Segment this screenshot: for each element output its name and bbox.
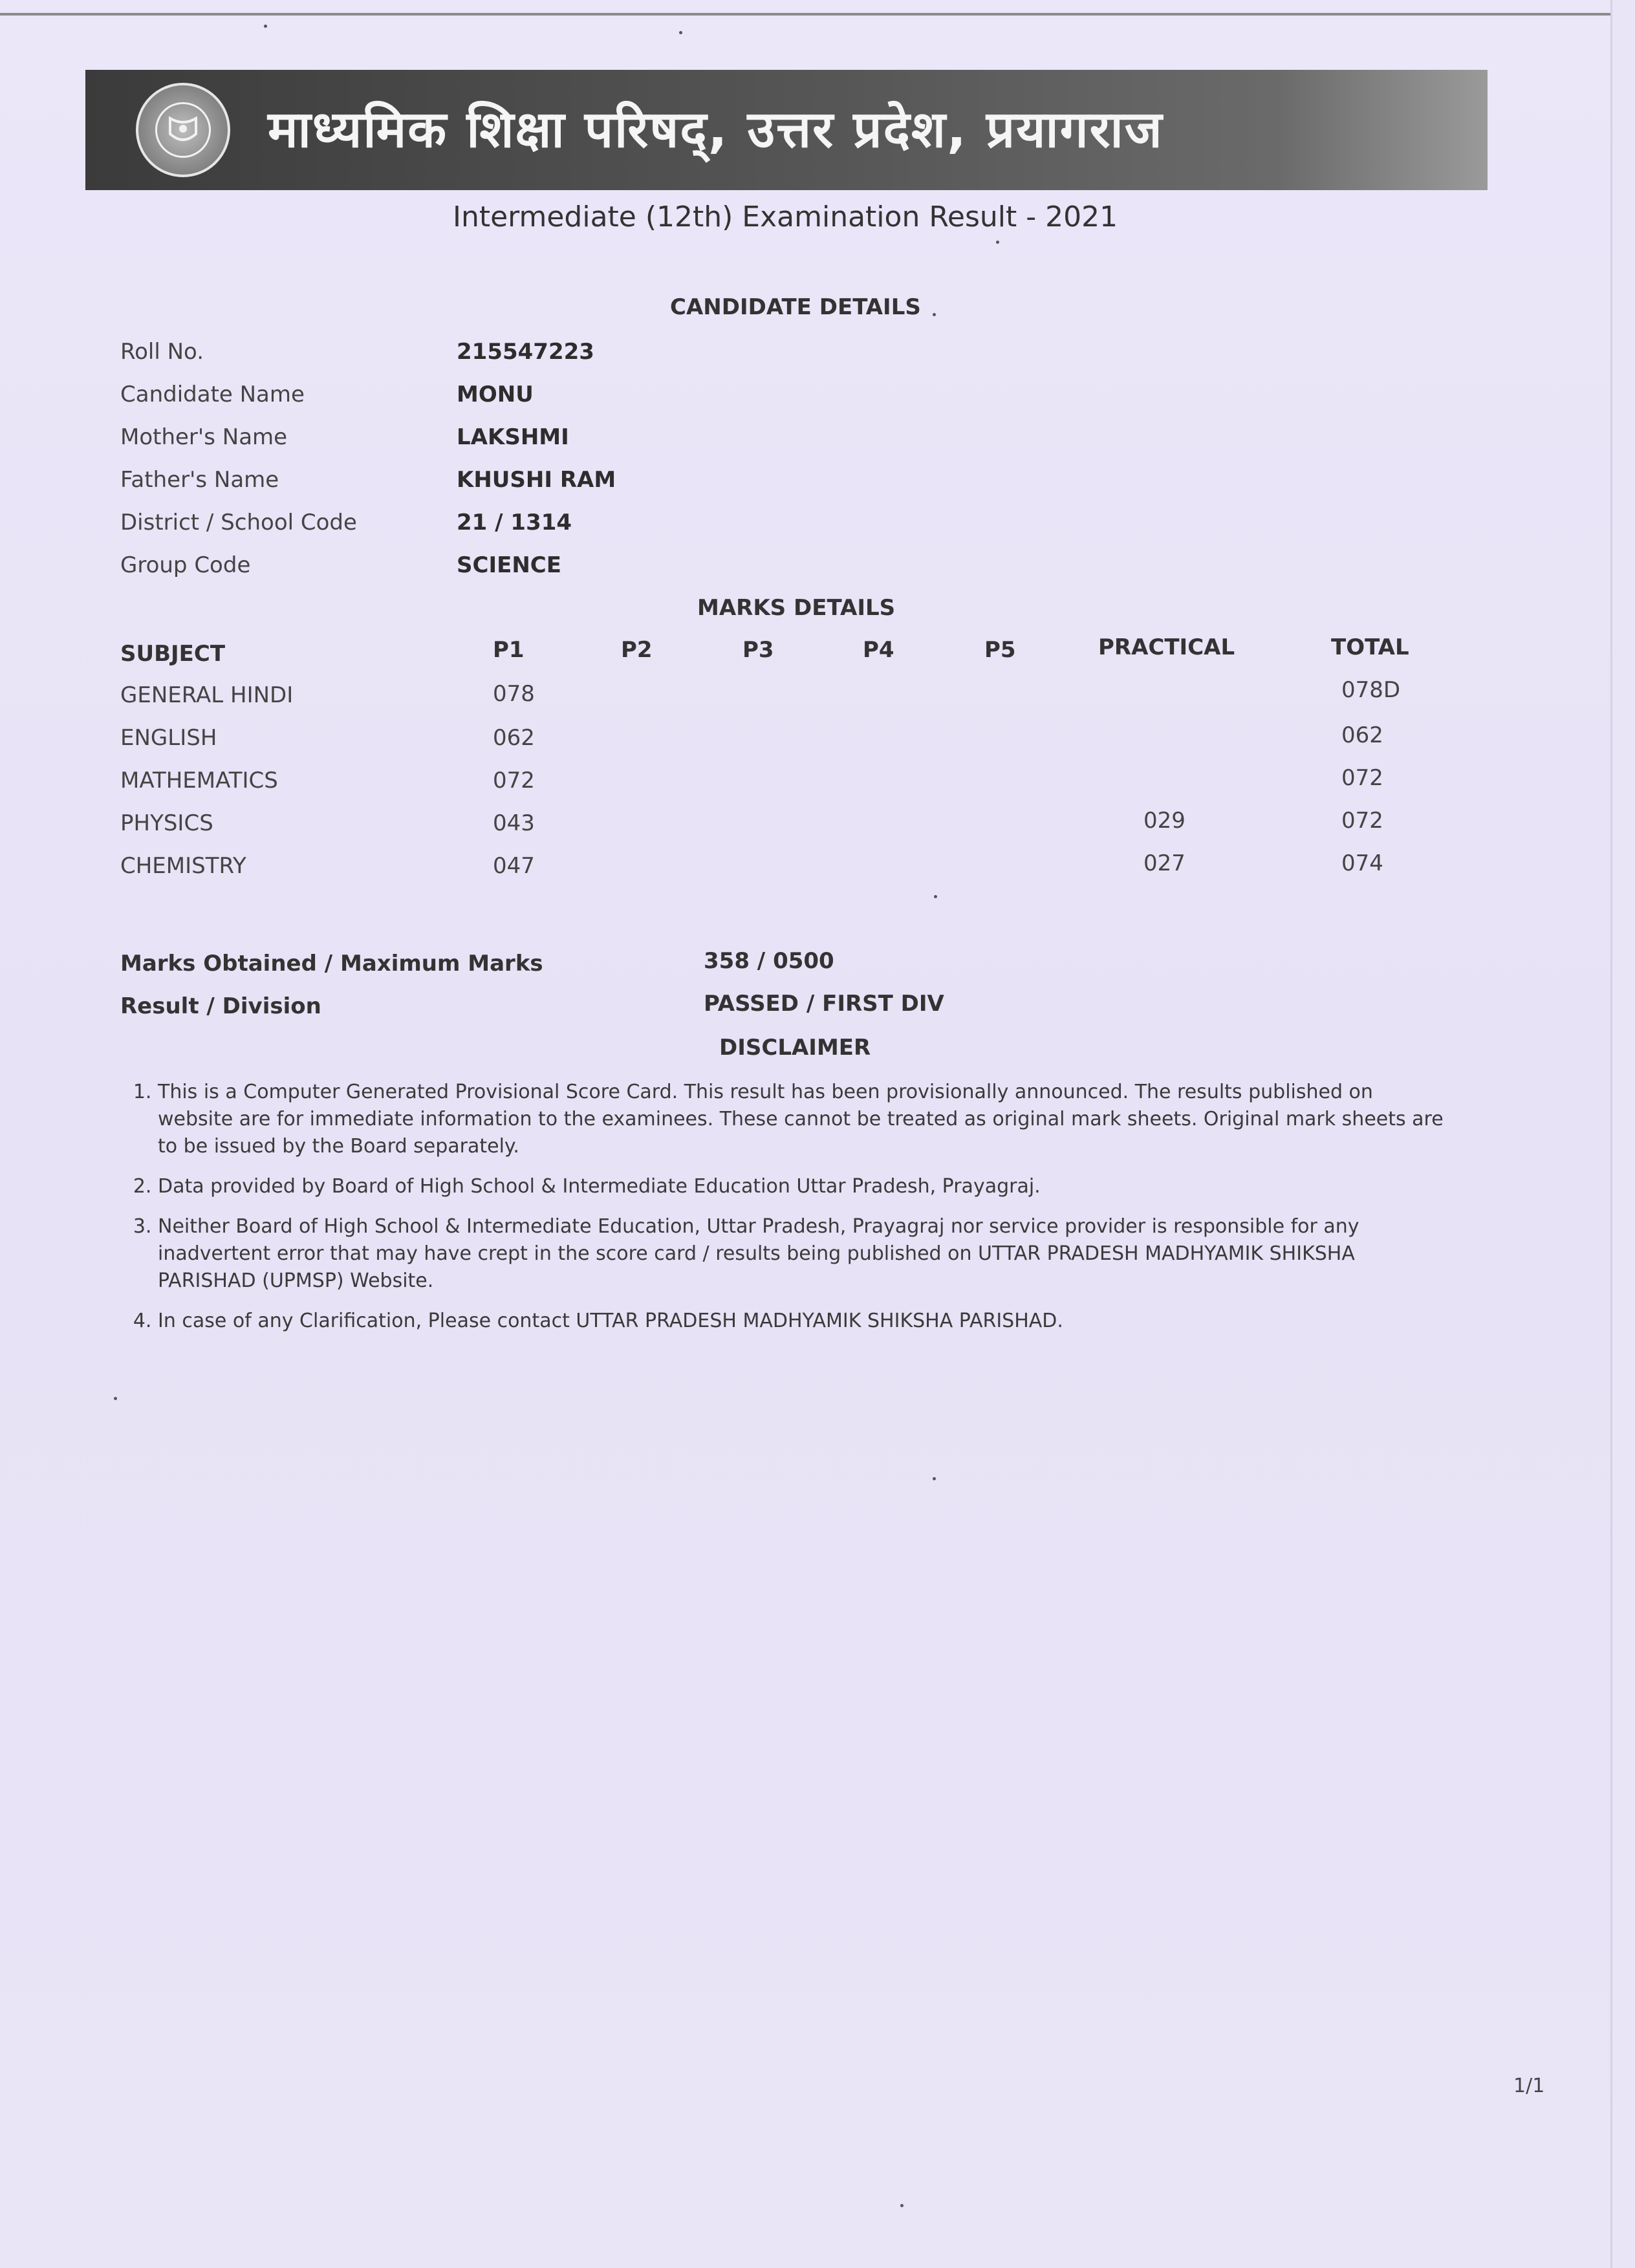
disclaimer-item: 3. Neither Board of High School & Intermediate Education, Uttar Pradesh, Prayagraj nor service provider is responsible for any inadvertent error that may have crept in the score card / results being published on UTTAR PRADESH MADHYAMIK SHIKSHA PARISHAD (UPMSP) Website. <box>158 1213 1453 1295</box>
candidate-details-heading: CANDIDATE DETAILS <box>670 294 921 320</box>
total-cell: 072 <box>1341 808 1383 834</box>
table-row <box>0 722 1610 757</box>
roll-number-label: Roll No. <box>120 339 204 365</box>
col-p3: P3 <box>742 637 774 663</box>
col-p2: P2 <box>621 637 653 663</box>
scan-speck <box>679 31 682 34</box>
father-name-value: KHUSHI RAM <box>457 467 616 493</box>
col-p4: P4 <box>863 637 894 663</box>
col-p5: P5 <box>984 637 1016 663</box>
disclaimer-item: 1. This is a Computer Generated Provisional Score Card. This result has been provisionally announced. The results published on website are for immediate information to the examinees. These cannot be treated as original mark sheets. Original mark sheets are to be issued by the Board separately. <box>158 1079 1453 1160</box>
marks-obtained-label: Marks Obtained / Maximum Marks <box>120 951 543 977</box>
result-division-value: PASSED / FIRST DIV <box>704 991 944 1017</box>
disclaimer-item: 4. In case of any Clarification, Please contact UTTAR PRADESH MADHYAMIK SHIKSHA PARISHAD. <box>158 1308 1453 1335</box>
col-practical: PRACTICAL <box>1098 634 1235 660</box>
page-number: 1/1 <box>1513 2075 1545 2097</box>
col-total: TOTAL <box>1331 634 1409 660</box>
mother-name-label: Mother's Name <box>120 424 288 450</box>
scan-speck <box>933 313 936 316</box>
disclaimer-list <box>127 1079 1453 1348</box>
marks-table-header <box>0 634 1610 669</box>
up-board-emblem-icon <box>136 83 230 177</box>
top-border-line <box>0 13 1610 16</box>
col-subject: SUBJECT <box>120 641 226 667</box>
p1-cell: 062 <box>493 725 535 751</box>
subject-cell: CHEMISTRY <box>120 853 246 879</box>
candidate-name-value: MONU <box>457 382 534 407</box>
table-row <box>0 677 1610 715</box>
disclaimer-item: 2. Data provided by Board of High School & Intermediate Education Uttar Pradesh, Prayagraj. <box>158 1173 1453 1200</box>
district-school-code-value: 21 / 1314 <box>457 510 572 535</box>
subject-cell: ENGLISH <box>120 725 217 751</box>
document-title: Intermediate (12th) Examination Result - 2021 <box>453 200 1118 233</box>
marks-obtained-value: 358 / 0500 <box>704 948 834 974</box>
scan-speck <box>900 2204 904 2207</box>
table-row <box>0 765 1610 800</box>
total-cell: 078D <box>1341 677 1401 703</box>
roll-number-value: 215547223 <box>457 339 594 365</box>
table-row <box>0 850 1610 885</box>
group-code-value: SCIENCE <box>457 552 561 578</box>
practical-cell: 029 <box>1143 808 1186 834</box>
total-cell: 072 <box>1341 765 1383 791</box>
district-school-code-label: District / School Code <box>120 510 357 535</box>
subject-cell: MATHEMATICS <box>120 768 278 794</box>
header-banner <box>85 70 1488 190</box>
col-p1: P1 <box>493 637 525 663</box>
disclaimer-heading: DISCLAIMER <box>719 1035 871 1061</box>
total-cell: 074 <box>1341 850 1383 876</box>
p1-cell: 047 <box>493 853 535 879</box>
scan-speck <box>114 1397 117 1400</box>
total-cell: 062 <box>1341 722 1383 748</box>
scan-speck <box>933 1477 936 1480</box>
scan-speck <box>996 241 999 244</box>
mother-name-value: LAKSHMI <box>457 424 569 450</box>
board-name: माध्यमिक शिक्षा परिषद्, उत्तर प्रदेश, प्रयागराज <box>268 101 1164 159</box>
result-division-label: Result / Division <box>120 993 321 1019</box>
p1-cell: 072 <box>493 768 535 794</box>
scan-speck <box>264 25 267 28</box>
subject-cell: GENERAL HINDI <box>120 682 294 708</box>
scan-speck <box>934 895 937 898</box>
p1-cell: 043 <box>493 810 535 836</box>
emblem-symbol <box>165 112 201 148</box>
candidate-name-label: Candidate Name <box>120 382 305 407</box>
practical-cell: 027 <box>1143 850 1186 876</box>
group-code-label: Group Code <box>120 552 251 578</box>
father-name-label: Father's Name <box>120 467 279 493</box>
table-row <box>0 810 1610 843</box>
p1-cell: 078 <box>493 681 535 707</box>
subject-cell: PHYSICS <box>120 810 213 836</box>
marks-details-heading: MARKS DETAILS <box>697 595 896 621</box>
emblem-center <box>155 102 211 158</box>
